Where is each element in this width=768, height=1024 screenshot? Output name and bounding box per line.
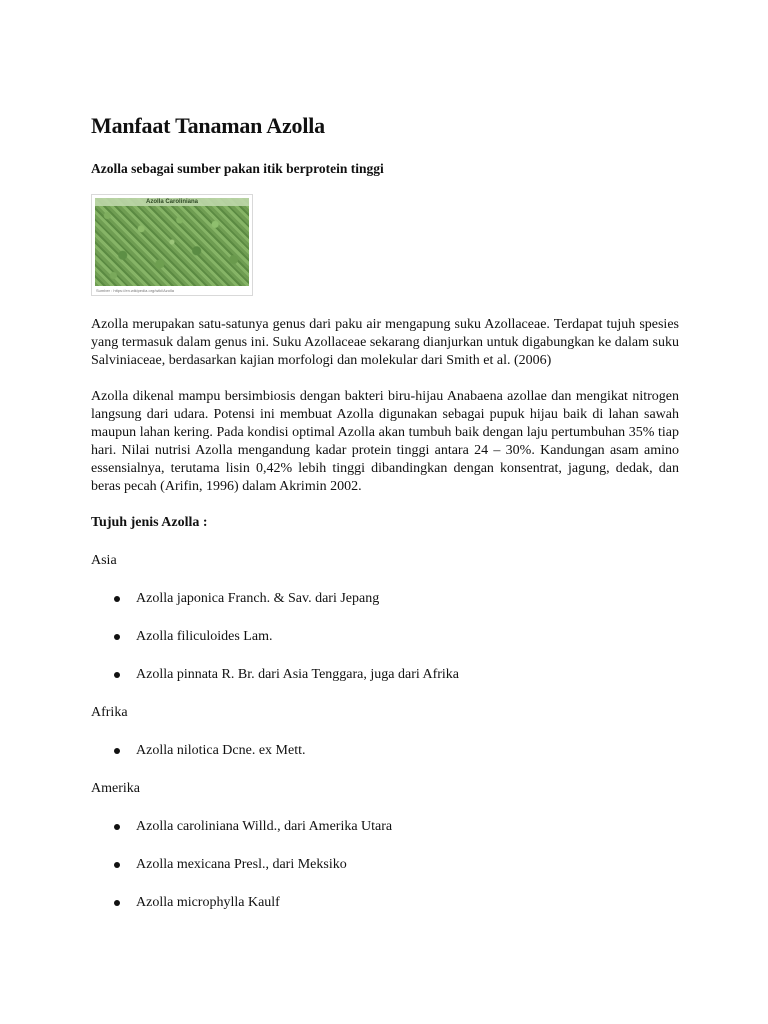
list-item xyxy=(91,856,679,874)
region-asia-label: Asia xyxy=(91,553,117,568)
document-page xyxy=(91,112,679,932)
list-item xyxy=(91,742,679,760)
bullet-icon xyxy=(114,862,120,868)
species-name: Azolla pinnata R. Br. dari Asia Tenggara, juga dari Afrika xyxy=(136,667,460,682)
species-name: Azolla microphylla Kaulf xyxy=(136,895,280,910)
azolla-plant-image xyxy=(95,198,249,286)
region-amerika-label: Amerika xyxy=(91,781,140,796)
species-name: Azolla caroliniana Willd., dari Amerika Utara xyxy=(136,819,393,834)
list-item xyxy=(91,628,679,646)
list-item xyxy=(91,666,679,684)
bullet-icon xyxy=(114,672,120,678)
list-item xyxy=(91,590,679,608)
page-subtitle: Azolla sebagai sumber pakan itik berprotein tinggi xyxy=(91,161,384,176)
azolla-photo xyxy=(91,194,253,296)
species-list-afrika xyxy=(91,742,679,760)
bullet-icon xyxy=(114,748,120,754)
list-item xyxy=(91,818,679,836)
paragraph-symbiosis: Azolla dikenal mampu bersimbiosis dengan bakteri biru-hijau Anabaena azollae dan mengikat nitrogen langsung dari udara. Potensi ini membuat Azolla digunakan sebagai pupuk hijau baik di lahan sawah maupun lahan kering. Pada kondisi optimal Azolla akan tumbuh baik dengan laju pertumbuhan 35% tiap hari. Nilai nutrisi Azolla mengandung kadar protein tinggi antara 24 – 30%. Kandungan asam amino essensialnya, terutama lisin 0,42% lebih tinggi dibandingkan dengan konsentrat, jagung, dedak, dan beras pecah (Arifin, 1996) dalam Akrimin 2002. xyxy=(91,389,679,494)
bullet-icon xyxy=(114,596,120,602)
species-name: Azolla japonica Franch. & Sav. dari Jepang xyxy=(136,591,380,606)
species-list-asia xyxy=(91,590,679,684)
species-name: Azolla mexicana Presl., dari Meksiko xyxy=(136,857,347,872)
species-section-label: Tujuh jenis Azolla : xyxy=(91,515,208,530)
page-title: Manfaat Tanaman Azolla xyxy=(91,113,325,138)
species-name: Azolla filiculoides Lam. xyxy=(136,629,273,644)
photo-caption: Azolla Caroliniana xyxy=(145,199,198,205)
paragraph-intro: Azolla merupakan satu-satunya genus dari paku air mengapung suku Azollaceae. Terdapat tujuh spesies yang termasuk dalam genus ini. Suku Azollaceae sekarang dianjurkan untuk digabungkan ke dalam suku Salviniaceae, berdasarkan kajian morfologi dan molekular dari Smith et al. (2006) xyxy=(91,317,679,368)
region-afrika-label: Afrika xyxy=(91,705,128,720)
list-item xyxy=(91,894,679,912)
bullet-icon xyxy=(114,634,120,640)
bullet-icon xyxy=(114,824,120,830)
species-name: Azolla nilotica Dcne. ex Mett. xyxy=(136,743,306,758)
species-list-amerika xyxy=(91,818,679,912)
bullet-icon xyxy=(114,900,120,906)
photo-source: Sumber : https://en.wikipedia.org/wiki/Azolla xyxy=(96,288,175,293)
